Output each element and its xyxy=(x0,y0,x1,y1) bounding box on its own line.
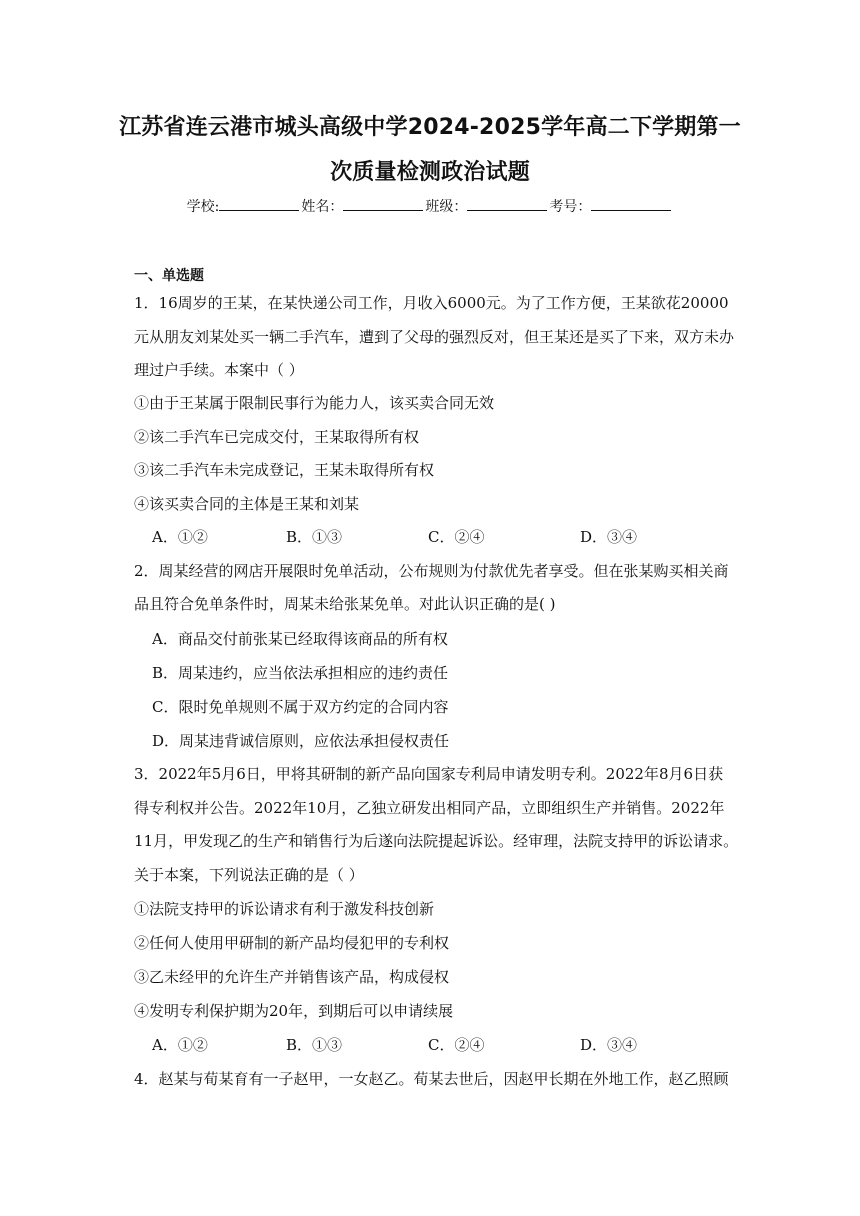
q3-line-2: 得专利权并公告。2022年10月，乙独立研发出相同产品，立即组织生产并销售。2022年 xyxy=(134,799,725,817)
q1-line-3: 理过户手续。本案中（ ） xyxy=(134,361,304,379)
q2-option-a: A．商品交付前张某已经取得该商品的所有权 xyxy=(152,630,448,648)
q2-line-2: 品且符合免单条件时，周某未给张某免单。对此认识正确的是( ) xyxy=(134,595,556,613)
q1-line-1: 1．16周岁的王某，在某快递公司工作，月收入6000元。为了工作方便，王某欲花20000 xyxy=(134,294,729,312)
q1-option-d: D．③④ xyxy=(580,528,638,546)
q3-line-3: 11月，甲发现乙的生产和销售行为后遂向法院提起诉讼。经审理，法院支持甲的诉讼请求。 xyxy=(134,832,739,850)
q3-option-b: B．①③ xyxy=(286,1036,343,1054)
q3-statement-2: ②任何人使用甲研制的新产品均侵犯甲的专利权 xyxy=(134,934,450,952)
q3-line-1: 3．2022年5月6日，甲将其研制的新产品向国家专利局申请发明专利。2022年8月6日获 xyxy=(134,765,724,783)
q3-option-a: A．①② xyxy=(152,1036,208,1054)
q1-option-b: B．①③ xyxy=(286,528,343,546)
class-blank xyxy=(467,194,547,211)
q1-statement-4: ④该买卖合同的主体是王某和刘某 xyxy=(134,495,360,513)
q1-statement-2: ②该二手汽车已完成交付，王某取得所有权 xyxy=(134,428,420,446)
q3-statement-4: ④发明专利保护期为20年，到期后可以申请续展 xyxy=(134,1002,454,1020)
exam-title-line-1: 江苏省连云港市城头高级中学2024-2025学年高二下学期第一 xyxy=(119,115,741,140)
q3-option-d: D．③④ xyxy=(580,1036,638,1054)
q1-statement-1: ①由于王某属于限制民事行为能力人，该买卖合同无效 xyxy=(134,394,495,412)
exam-title-line-2: 次质量检测政治试题 xyxy=(330,160,530,185)
school-blank xyxy=(219,194,299,211)
q4-line-1: 4．赵某与荀某育有一子赵甲，一女赵乙。荀某去世后，因赵甲长期在外地工作，赵乙照顾 xyxy=(134,1070,729,1088)
q1-line-2: 元从朋友刘某处买一辆二手汽车，遭到了父母的强烈反对，但王某还是买了下来，双方未办 xyxy=(134,328,735,346)
student-info-row xyxy=(0,194,860,219)
exam-no-blank xyxy=(591,194,671,211)
name-blank xyxy=(343,194,423,211)
name-label: 姓名： xyxy=(301,199,344,215)
q2-option-c: C．限时免单规则不属于双方约定的合同内容 xyxy=(152,698,449,716)
q2-option-d: D．周某违背诚信原则，应依法承担侵权责任 xyxy=(152,732,450,750)
class-label: 班级： xyxy=(425,199,468,215)
q3-line-4: 关于本案，下列说法正确的是（ ） xyxy=(134,866,364,884)
q1-option-a: A．①② xyxy=(152,528,208,546)
section-title: 一、单选题 xyxy=(134,268,204,284)
q1-option-c: C．②④ xyxy=(428,528,485,546)
school-label: 学校: xyxy=(186,199,220,215)
q1-statement-3: ③该二手汽车未完成登记，王某未取得所有权 xyxy=(134,461,435,479)
exam-no-label: 考号： xyxy=(549,199,592,215)
q3-option-c: C．②④ xyxy=(428,1036,485,1054)
q2-option-b: B．周某违约，应当依法承担相应的违约责任 xyxy=(152,664,449,682)
q3-statement-3: ③乙未经甲的允许生产并销售该产品，构成侵权 xyxy=(134,968,450,986)
q3-statement-1: ①法院支持甲的诉讼请求有利于激发科技创新 xyxy=(134,900,435,918)
q2-line-1: 2．周某经营的网店开展限时免单活动，公布规则为付款优先者享受。但在张某购买相关商 xyxy=(134,562,729,580)
